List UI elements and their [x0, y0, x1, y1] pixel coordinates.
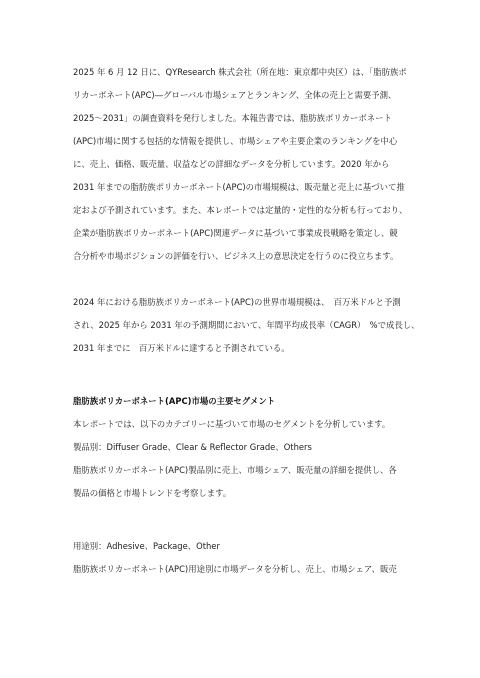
paragraph-1-line: (APC)市場に関する包括的な情報を提供し、市場シェアや主要企業のランキングを中心 [73, 136, 398, 146]
segment-by-application-desc: 脂肪族ポリカーボネート(APC)用途別に市場データを分析し、売上、市場シェア、販売 [73, 564, 397, 574]
paragraph-1-line: 2025～2031」の調査資料を発行しました。本報告書では、脂肪族ポリカーボネート [73, 113, 392, 123]
paragraph-1-line: 合分析や市場ポジションの評価を行い、ビジネス上の意思決定を行うのに役立ちます。 [73, 251, 399, 261]
segment-by-application: 用途別：Adhesive、Package、Other [73, 541, 220, 551]
paragraph-1-line: 2025 年 6 月 12 日に、QYResearch 株式会社（所在地：東京都中央区）は、「脂肪族ポ [73, 67, 407, 77]
paragraph-1-line: リカーボネート(APC)―グローバル市場シェアとランキング、全体の売上と需要予測、 [73, 90, 397, 100]
paragraph-1-line: 2031 年までの脂肪族ポリカーボネート(APC)の市場規模は、販売量と売上に基づいて推 [73, 182, 405, 192]
segment-by-product: 製品別：Diffuser Grade、Clear & Reflector Grade、Others [73, 442, 312, 452]
paragraph-1-line: 企業が脂肪族ポリカーボネート(APC)関連データに基づいて事業成長戦略を策定し、競 [73, 228, 398, 238]
paragraph-1-line: 定および予測されています。また、本レポートでは定量的・定性的な分析も行っており、 [73, 205, 408, 215]
section-intro: 本レポートでは、以下のカテゴリーに基づいて市場のセグメントを分析しています。 [73, 419, 391, 429]
paragraph-2-line: 2031 年までに 百万米ドルに達すると予測されている。 [73, 343, 290, 353]
section-heading: 脂肪族ポリカーボネート(APC)市場の主要セグメント [73, 396, 276, 406]
paragraph-2-line: 2024 年における脂肪族ポリカーボネート(APC)の世界市場規模は、 百万米ドルと予測 [73, 297, 401, 307]
paragraph-1-line: に、売上、価格、販売量、収益などの詳細なデータを分析しています。2020 年から [73, 159, 390, 169]
paragraph-2-line: され、2025 年から 2031 年の予測期間において、年間平均成長率（CAGR） %で成長し、 [73, 320, 420, 330]
segment-by-product-desc-line: 脂肪族ポリカーボネート(APC)製品別に売上、市場シェア、販売量の詳細を提供し、各 [73, 465, 397, 475]
segment-by-product-desc-line: 製品の価格と市場トレンドを考察します。 [73, 488, 232, 498]
